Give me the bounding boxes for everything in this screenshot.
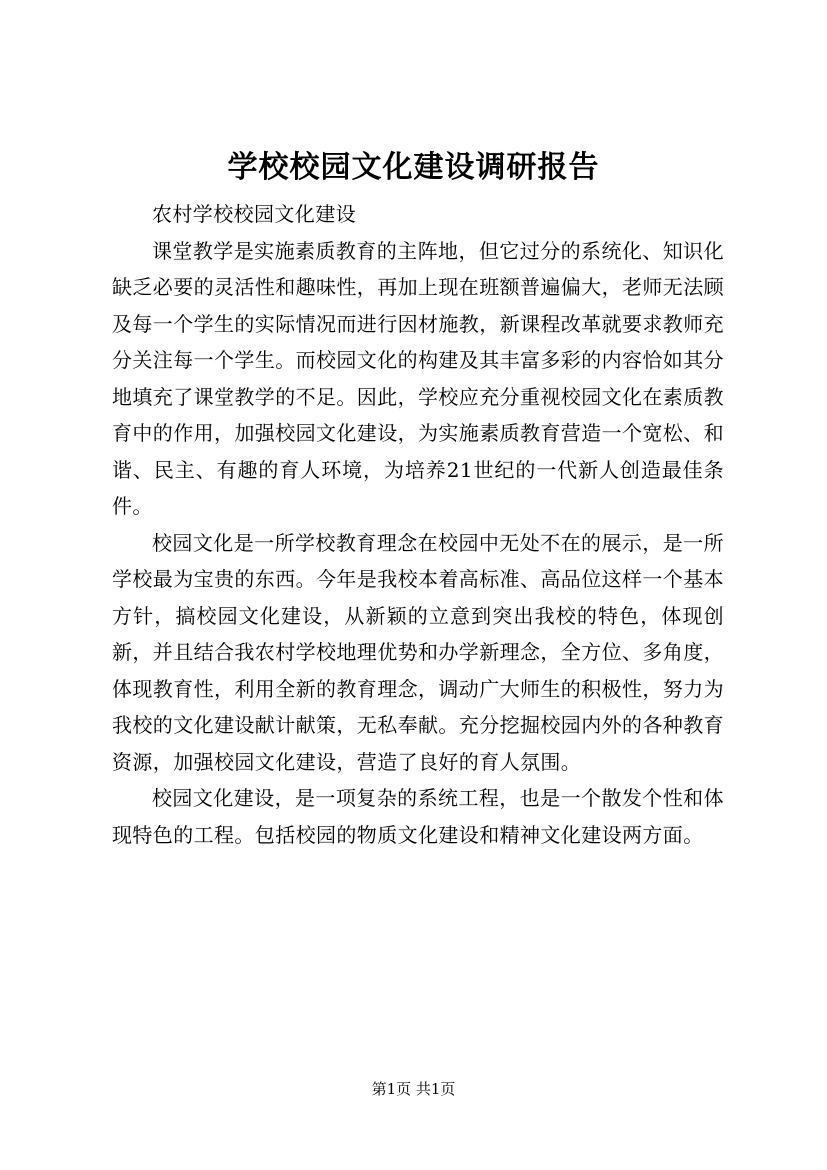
paragraph: 课堂教学是实施素质教育的主阵地，但它过分的系统化、知识化缺乏必要的灵活性和趣味性，再加上现在班额普遍偏大，老师无法顾及每一个学生的实际情况而进行因材施教，新课程改革就要求教师充分关注每一个学生。而校园文化的构建及其丰富多彩的内容恰如其分地填充了课堂教学的不足。因此，学校应充分重视校园文化在素质教育中的作用，加强校园文化建设，为实施素质教育营造一个宽松、和谐、民主、有趣的育人环境，为培养21世纪的一代新人创造最佳条件。: [112, 238, 724, 518]
document-body: [112, 196, 724, 853]
page-footer: 第1页 共1页: [371, 1080, 456, 1098]
paragraph-subtitle: 农村学校校园文化建设: [152, 202, 356, 226]
document-title: 学校校园文化建设调研报告: [227, 150, 600, 185]
paragraph: 校园文化是一所学校教育理念在校园中无处不在的展示，是一所学校最为宝贵的东西。今年是我校本着高标准、高品位这样一个基本方针，搞校园文化建设，从新颖的立意到突出我校的特色，体现创新，并且结合我农村学校地理优势和办学新理念，全方位、多角度，体现教育性，利用全新的教育理念，调动广大师生的积极性，努力为我校的文化建设献计献策，无私奉献。充分挖掘校园内外的各种教育资源，加强校园文化建设，营造了良好的育人氛围。: [112, 530, 724, 774]
paragraph: 校园文化建设，是一项复杂的系统工程，也是一个散发个性和体现特色的工程。包括校园的物质文化建设和精神文化建设两方面。: [112, 786, 724, 847]
